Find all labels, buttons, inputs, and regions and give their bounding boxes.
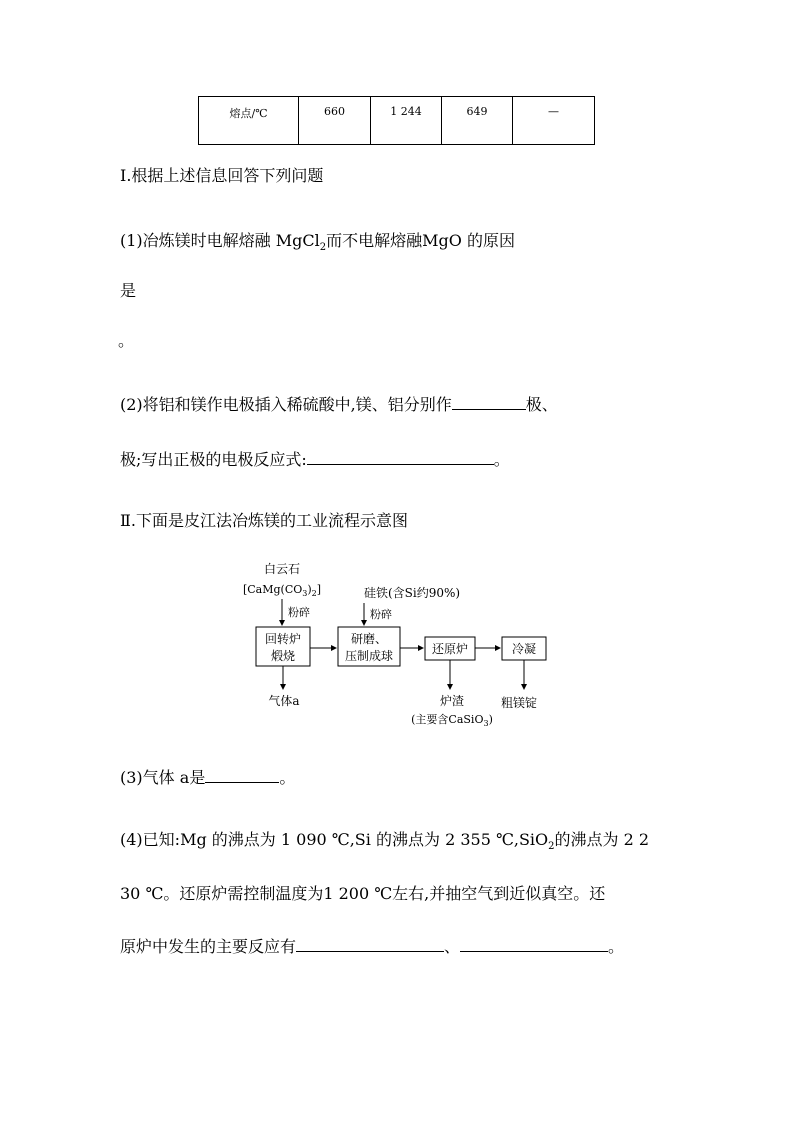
crush-label-1: 粉碎	[288, 606, 310, 619]
slag-note: (主要含CaSiO$_3$)	[411, 713, 493, 728]
formula-sio2: SiO$_2$	[518, 830, 555, 853]
answer-blank[interactable]	[307, 450, 494, 465]
question-text: 冶炼镁时电解熔融	[142, 231, 271, 250]
section-2-heading	[120, 508, 408, 531]
gas-a-label: 气体a	[268, 694, 300, 708]
question-text: 极;写出正极的电极反应式:	[120, 450, 307, 469]
section-1-number: Ⅰ.	[120, 166, 132, 185]
box3-label: 还原炉	[431, 642, 469, 656]
question-1-answer-line: 是	[120, 281, 137, 300]
question-text: 极、	[525, 395, 558, 414]
box2-line2: 压制成球	[344, 649, 394, 663]
table-cell: —	[513, 97, 595, 145]
question-text: 。	[493, 450, 510, 469]
question-number: (1)	[120, 231, 143, 250]
question-4-line3	[120, 934, 624, 957]
question-text: 30 ℃。还原炉需控制温度为	[120, 884, 324, 903]
crush-label-2: 粉碎	[370, 608, 392, 621]
table-cell: 1 244	[371, 97, 442, 145]
question-text: 的沸点为	[211, 830, 276, 849]
formula-text: MgCl	[275, 231, 320, 250]
question-3	[120, 765, 295, 788]
question-2	[120, 392, 558, 415]
formula-mgcl2	[275, 231, 327, 254]
question-4	[120, 827, 649, 852]
formula-mgo: MgO	[422, 231, 462, 250]
sio2-boiling-point: 2 2	[623, 830, 650, 849]
melting-point-table	[198, 96, 595, 145]
table-row	[199, 97, 595, 145]
formula-subscript: 2	[319, 242, 327, 254]
si-boiling-point: 2 355 ℃,	[445, 830, 519, 849]
question-text: 的原因	[467, 231, 516, 250]
question-4-line2	[120, 881, 605, 904]
raw-material-ferrosilicon: 硅铁(含Si约90%)	[364, 586, 461, 600]
box1-line1: 回转炉	[264, 632, 302, 646]
box1-line2: 煅烧	[270, 649, 296, 663]
table-cell: 649	[442, 97, 513, 145]
question-text: 原炉中发生的主要反应有	[120, 937, 297, 956]
box2-line1: 研磨、	[350, 632, 388, 646]
question-text: 将铝和镁作电极插入稀硫酸中,镁、铝分别作	[142, 395, 452, 414]
section-2-text: 下面是皮江法冶炼镁的工业流程示意图	[135, 511, 408, 530]
slag-label: 炉渣	[439, 694, 465, 708]
question-text: 。	[279, 768, 296, 787]
question-text: 、	[444, 937, 461, 956]
section-1-text: 根据上述信息回答下列问题	[131, 166, 324, 185]
question-number: (4)	[120, 830, 143, 849]
question-text: 左右,并抽空气到近似真空。还	[392, 884, 606, 903]
answer-blank[interactable]	[296, 937, 444, 952]
question-text: 的沸点为	[375, 830, 440, 849]
answer-blank[interactable]	[452, 395, 526, 410]
question-text: 而不电解熔融	[326, 231, 423, 250]
variable-a: a	[179, 768, 190, 787]
answer-blank[interactable]	[205, 768, 279, 783]
question-1	[120, 228, 515, 253]
question-text: 的沸点为	[554, 830, 619, 849]
element-mg: Mg	[180, 830, 207, 849]
question-2-line2	[120, 447, 510, 470]
element-si: Si	[354, 830, 371, 849]
box4-label: 冷凝	[511, 642, 537, 656]
answer-blank[interactable]	[460, 937, 608, 952]
question-text: 。	[608, 937, 625, 956]
question-number: (3)	[120, 768, 143, 787]
question-text: 气体	[142, 768, 175, 787]
table-cell: 660	[299, 97, 371, 145]
question-text: 是	[189, 768, 206, 787]
section-1-heading	[120, 163, 323, 186]
question-1-period: 。	[118, 331, 135, 350]
mg-boiling-point: 1 090 ℃,	[280, 830, 355, 849]
furnace-temperature: 1 200 ℃	[323, 884, 393, 903]
question-text: 已知:	[142, 830, 181, 849]
question-number: (2)	[120, 395, 143, 414]
crude-magnesium-label: 粗镁锭	[500, 696, 538, 710]
section-2-number: Ⅱ.	[120, 511, 136, 530]
table-row-label: 熔点/℃	[199, 97, 299, 145]
raw-material-dolomite: 白云石	[263, 562, 301, 576]
process-flow-diagram	[240, 555, 580, 740]
dolomite-formula: $[CaMg(CO_3)_2]$	[242, 583, 322, 598]
